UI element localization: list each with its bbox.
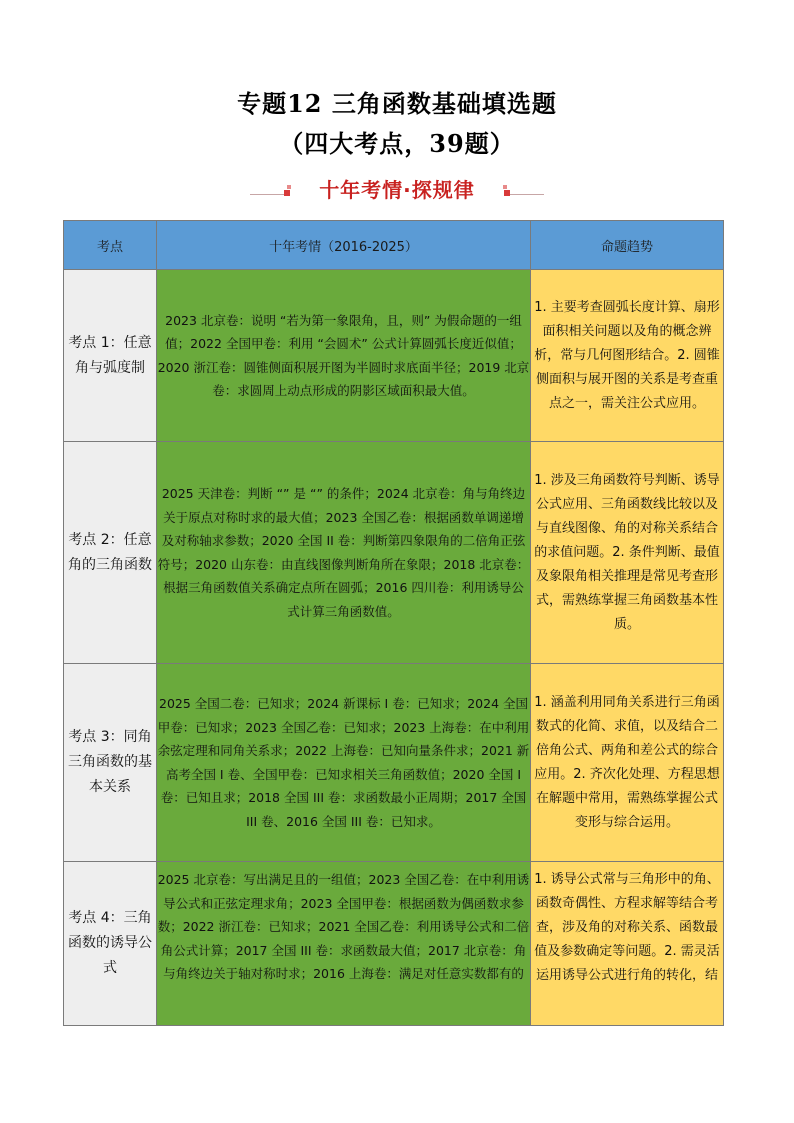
table-header-row (64, 221, 724, 270)
topic-cell: 考点 3：同角三角函数的基本关系 (64, 664, 157, 862)
topic-cell: 考点 2：任意角的三角函数 (64, 442, 157, 664)
history-text: 2025 北京卷：写出满足且的一组值；2023 全国乙卷：在中利用诱导公式和正弦定理求角；2023 全国甲卷：根据函数为偶函数求参数；2022 浙江卷：已知求；2021 全国乙卷：利用诱导公式和二倍角公式计算；2017 全国 III 卷：求函数最大值；2017 北京卷：角与角终边关于轴对称时求；2016 上海卷：满足对任意实数都有的 (157, 872, 530, 981)
header-topic: 考点 (64, 221, 157, 270)
document-subtitle: （四大考点，39题） (279, 129, 515, 158)
banner-ornament-right-small (503, 185, 507, 189)
history-cell (157, 862, 531, 1026)
table-row (64, 862, 724, 1026)
history-cell: 2025 全国二卷：已知求；2024 新课标 I 卷：已知求；2024 全国甲卷：已知求；2023 全国乙卷：已知求；2023 上海卷：在中利用余弦定理和同角关系求；2022 上海卷：已知向量条件求；2021 新高考全国 I 卷、全国甲卷：已知求相关三角函数值；2020 全国 I 卷：已知且求；2018 全国 III 卷：求函数最小正周期；2017 全国 III 卷、2016 全国 III 卷：已知求。 (157, 664, 531, 862)
section-banner (250, 174, 544, 204)
banner-rule-right (510, 194, 544, 195)
topic-cell: 考点 4：三角函数的诱导公式 (64, 862, 157, 1026)
table-row (64, 270, 724, 442)
trend-cell: 1. 涉及三角函数符号判断、诱导公式应用、三角函数线比较以及与直线图像、角的对称关系结合的求值问题。2. 条件判断、最值及象限角相关推理是常见考查形式，需熟练掌握三角函数基本性质。 (531, 442, 724, 664)
trend-cell: 1. 涵盖利用同角关系进行三角函数式的化简、求值，以及结合二倍角公式、两角和差公式的综合应用。2. 齐次化处理、方程思想在解题中常用，需熟练掌握公式变形与综合运用。 (531, 664, 724, 862)
history-cell: 2025 天津卷：判断 “” 是 “” 的条件；2024 北京卷：角与角终边关于原点对称时求的最大值；2023 全国乙卷：根据函数单调递增及对称轴求参数；2020 全国 II 卷：判断第四象限角的二倍角正弦符号；2020 山东卷：由直线图像判断角所在象限；2018 北京卷：根据三角函数值关系确定点所在圆弧；2016 四川卷：利用诱导公式计算三角函数值。 (157, 442, 531, 664)
exam-topic-table (63, 220, 724, 1026)
table-row (64, 664, 724, 862)
banner-text: 十年考情·探规律 (319, 178, 475, 202)
banner-ornament-right (504, 190, 510, 196)
trend-cell (531, 862, 724, 1026)
trend-text: 1. 诱导公式常与三角形中的角、函数奇偶性、方程求解等结合考查，涉及角的对称关系、函数最值及参数确定等问题。2. 需灵活运用诱导公式进行角的转化，结 (534, 872, 720, 983)
document-title: 专题12 三角函数基础填选题 (237, 89, 557, 118)
table-row (64, 442, 724, 664)
trend-cell: 1. 主要考查圆弧长度计算、扇形面积相关问题以及角的概念辨析，常与几何图形结合。2. 圆锥侧面积与展开图的关系是考查重点之一，需关注公式应用。 (531, 270, 724, 442)
topic-cell: 考点 1：任意角与弧度制 (64, 270, 157, 442)
history-cell: 2023 北京卷：说明 “若为第一象限角，且，则” 为假命题的一组值；2022 全国甲卷：利用 “会圆术” 公式计算圆弧长度近似值；2020 浙江卷：圆锥侧面积展开图为半圆时求底面半径；2019 北京卷：求圆周上动点形成的阴影区域面积最大值。 (157, 270, 531, 442)
header-history: 十年考情（2016-2025） (157, 221, 531, 270)
header-trend: 命题趋势 (531, 221, 724, 270)
